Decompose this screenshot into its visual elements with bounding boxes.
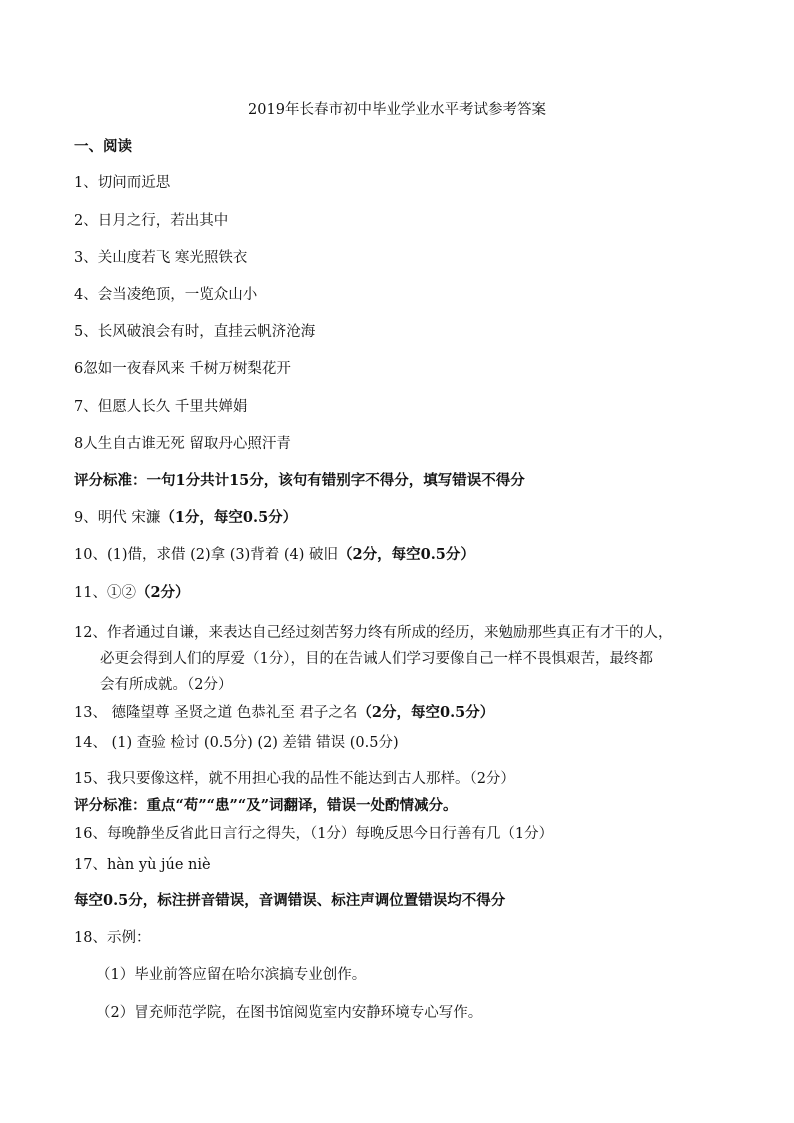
answer-item-9 <box>74 509 734 527</box>
section-heading-reading: 一、阅读 <box>74 138 132 155</box>
answer-item-6: 6忽如一夜春风来 千树万树梨花开 <box>74 361 291 377</box>
answer-item-8: 8人生自古谁无死 留取丹心照汗青 <box>74 436 291 452</box>
scoring-criteria-2: 评分标准：重点“苟”“患”“及”词翻译，错误一处酌情减分。 <box>74 797 458 814</box>
answer-item-5: 5、长风破浪会有时，直挂云帆济沧海 <box>74 324 316 340</box>
answer-item-4: 4、会当凌绝顶，一览众山小 <box>74 287 258 303</box>
example-2: （2）冒充师范学院，在图书馆阅览室内安静环境专心写作。 <box>96 1005 483 1021</box>
answer-item-1: 1、切问而近思 <box>74 175 171 191</box>
answer-item-15: 15、我只要像这样，就不用担心我的品性不能达到古人那样。（2分） <box>74 771 515 787</box>
answer-score: （2分，每空0.5分） <box>338 546 475 563</box>
answer-item-10 <box>74 546 734 564</box>
scoring-criteria-3: 每空0.5分，标注拼音错误，音调错误、标注声调位置错误均不得分 <box>74 892 506 909</box>
answer-item-2: 2、日月之行，若出其中 <box>74 213 229 229</box>
answer-text: 10、(1)借，求借 (2)拿 (3)背着 (4) 破旧 <box>74 547 339 563</box>
answer-score: （2分，每空0.5分） <box>357 704 495 721</box>
answer-text: 9、明代 宋濂 <box>74 510 161 526</box>
answer-line: 必更会得到人们的厚爱（1分），目的在告诫人们学习要像自己一样不畏惧艰苦，最终都 <box>100 651 653 667</box>
answer-text: 11、①② <box>74 585 136 601</box>
answer-line: 会有所成就。（2分） <box>100 677 233 693</box>
answer-score: （1分，每空0.5分） <box>160 509 298 526</box>
answer-item-11 <box>74 584 734 602</box>
answer-item-16: 16、每晚静坐反省此日言行之得失，（1分）每晚反思今日行善有几（1分） <box>74 826 554 842</box>
example-1: （1）毕业前答应留在哈尔滨搞专业创作。 <box>96 967 367 983</box>
answer-item-14: 14、 (1) 查验 检讨 (0.5分) (2) 差错 错误 (0.5分) <box>74 735 399 751</box>
answer-item-17: 17、hàn yù júe niè <box>74 857 211 873</box>
scoring-criteria-1: 评分标准：一句1分共计15分，该句有错别字不得分，填写错误不得分 <box>74 472 525 489</box>
answer-line: 12、作者通过自谦，来表达自己经过刻苦努力终有所成的经历，来勉励那些真正有才干的人， <box>74 625 673 641</box>
answer-item-18: 18、示例： <box>74 930 151 946</box>
answer-item-13 <box>74 704 734 722</box>
answer-score: （2分） <box>135 584 190 601</box>
answer-text: 13、 德隆望尊 圣贤之道 色恭礼至 君子之名 <box>74 705 358 721</box>
answer-item-3: 3、关山度若飞 寒光照铁衣 <box>74 250 248 266</box>
answer-item-12 <box>74 620 724 698</box>
answer-item-7: 7、但愿人长久 千里共婵娟 <box>74 399 248 415</box>
document-title: 2019年长春市初中毕业学业水平考试参考答案 <box>248 102 546 118</box>
